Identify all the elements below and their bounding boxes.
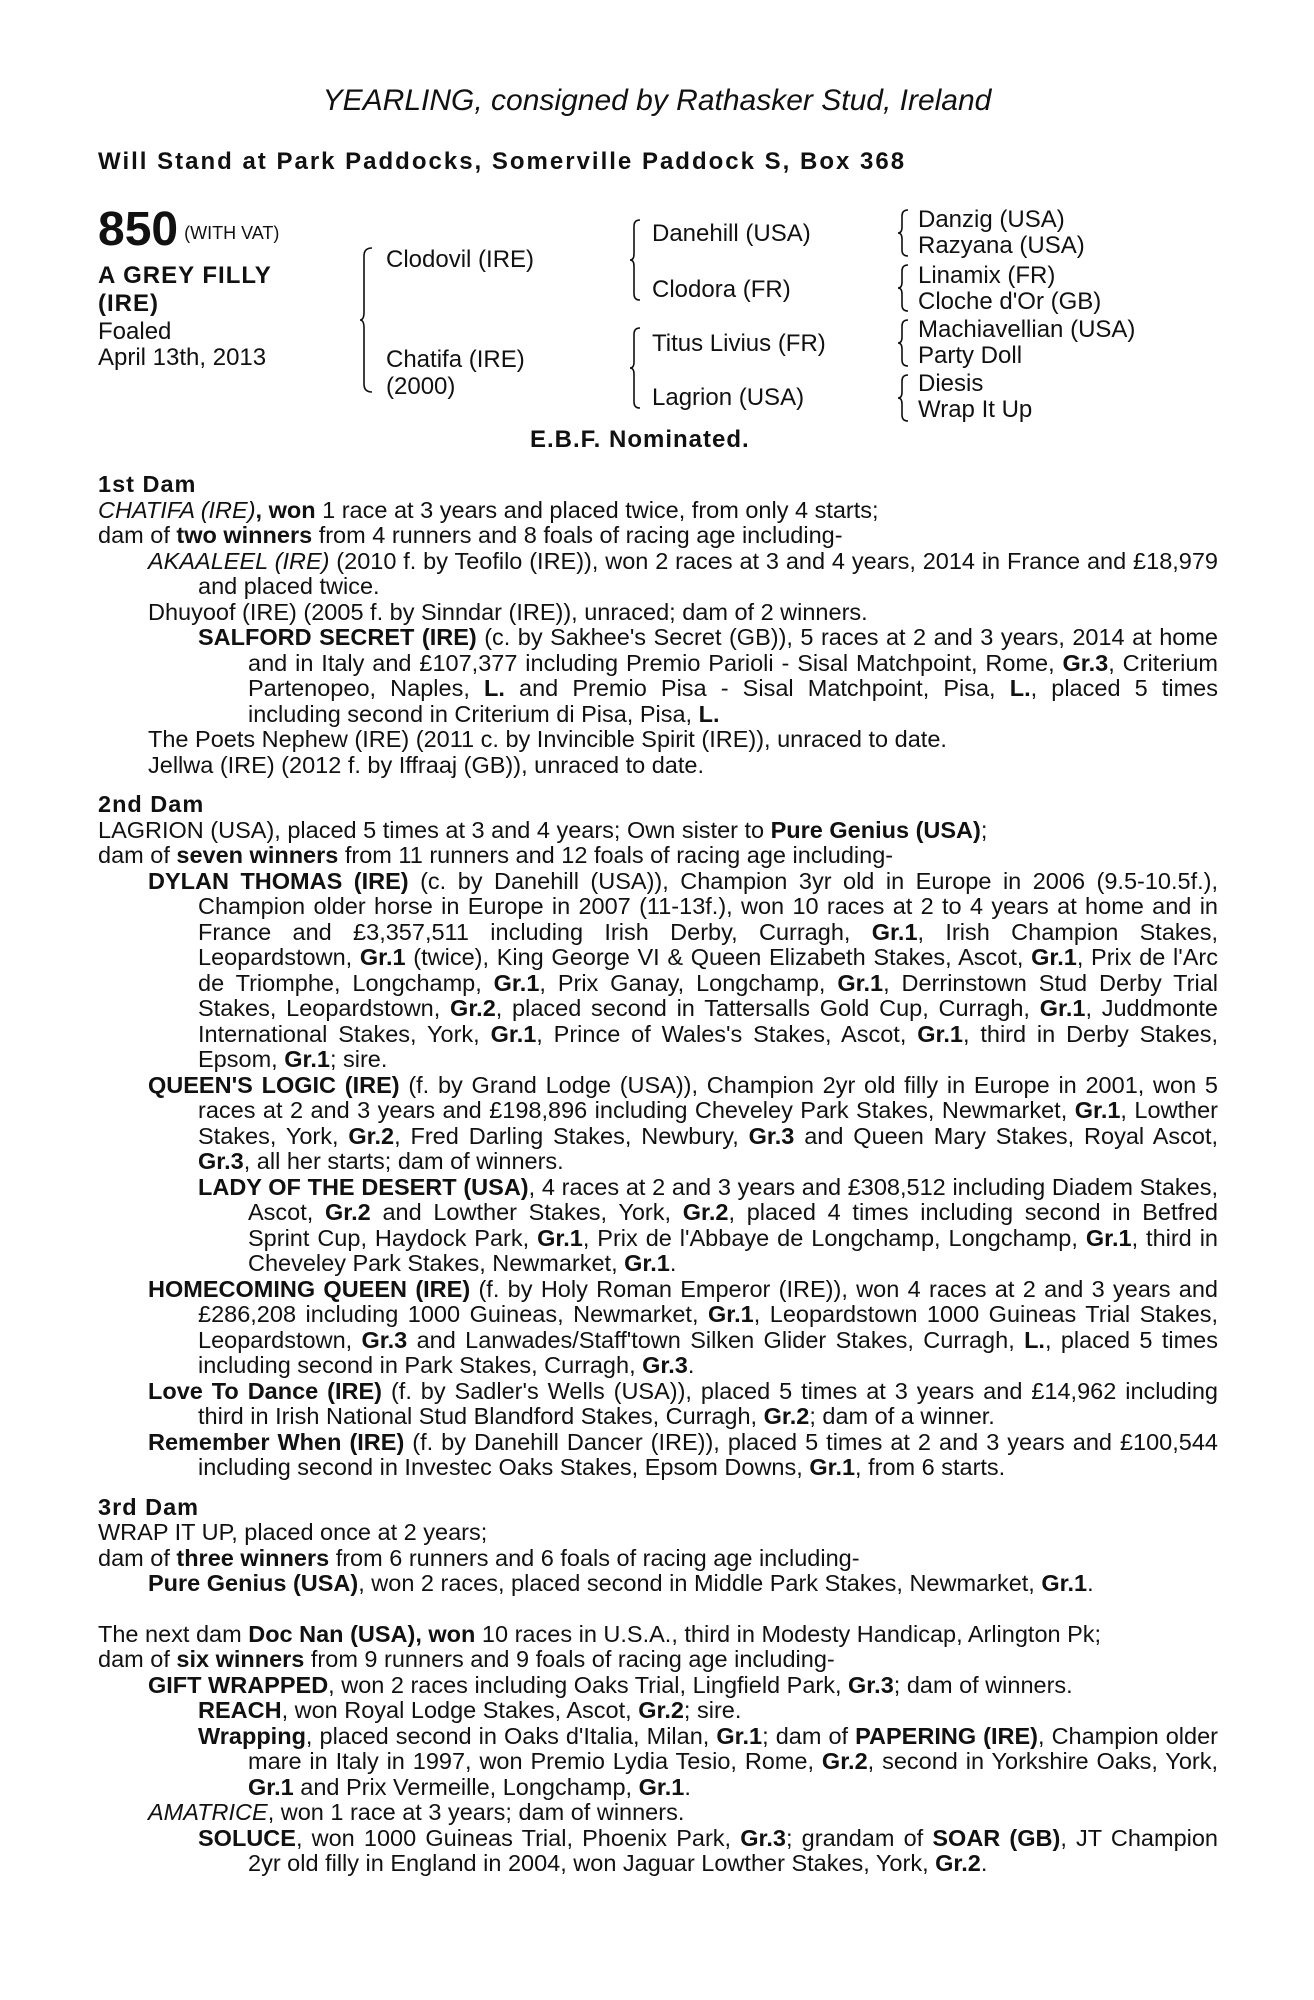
- dam-dam-name: Lagrion (USA): [652, 384, 805, 411]
- produce-queens-logic: QUEEN'S LOGIC (IRE) (f. by Grand Lodge (USA)), Champion 2yr old filly in Europe in 2001, won 5 races at 2 and 3 years and £198,896 including Cheveley Park Stakes, Newmarket, Gr.1, Lowther Stakes, York, Gr.2, Fred Darling Stakes, Newbury, Gr.3 and Queen Mary Stakes, Royal Ascot, Gr.3, all her starts; dam of winners.: [148, 1071, 1219, 1174]
- granddam-1: Razyana (USA): [918, 232, 1085, 259]
- produce-lady-of-the-desert: LADY OF THE DESERT (USA), 4 races at 2 and 3 years and £308,512 including Diadem Stakes, Ascot, Gr.2 and Lowther Stakes, York, Gr.2, placed 4 times including second in Betfred Sprint Cup, Haydock Park, Gr.1, Prix de l'Abbaye de Longchamp, Longchamp, Gr.1, third in Cheveley Park Stakes, Newmarket, Gr.1.: [198, 1173, 1218, 1276]
- foaled-label: Foaled: [98, 318, 172, 345]
- produce-pure-genius: Pure Genius (USA), won 2 races, placed second in Middle Park Stakes, Newmarket, Gr.1.: [148, 1570, 1094, 1596]
- grandsire-4: Diesis: [918, 370, 984, 397]
- lot-description: A GREY FILLY: [98, 262, 272, 289]
- pedigree-brace-g1: [898, 208, 912, 258]
- lot-description-country: (IRE): [98, 290, 159, 317]
- second-dam-heading: 2nd Dam: [98, 791, 205, 817]
- lot-number: 850: [98, 203, 179, 256]
- produce-wrapping: Wrapping, placed second in Oaks d'Italia, Milan, Gr.1; dam of PAPERING (IRE), Champion older mare in Italy in 1997, won Premio Lydia Tesio, Rome, Gr.2, second in Yorkshire Oaks, York, Gr.1 and Prix Vermeille, Longchamp, Gr.1.: [198, 1722, 1218, 1800]
- first-dam-produce-summary: dam of two winners from 4 runners and 8 foals of racing age including-: [98, 522, 843, 548]
- grandsire-3: Machiavellian (USA): [918, 316, 1136, 343]
- first-dam-record: CHATIFA (IRE), won 1 race at 3 years and placed twice, from only 4 starts;: [98, 496, 879, 523]
- produce-dylan-thomas: DYLAN THOMAS (IRE) (c. by Danehill (USA)), Champion 3yr old in Europe in 2006 (9.5-10.5f.), Champion older horse in Europe in 2007 (11-13f.), won 10 races at 2 to 4 years at home and in France and £3,357,511 including Irish Derby, Curragh, Gr.1, Irish Champion Stakes, Leopardstown, Gr.1 (twice), King George VI & Queen Elizabeth Stakes, Ascot, Gr.1, Prix de l'Arc de Triomphe, Longchamp, Gr.1, Prix Ganay, Longchamp, Gr.1, Derrinstown Stud Derby Trial Stakes, Leopardstown, Gr.2, placed second in Tattersalls Gold Cup, Curragh, Gr.1, Juddmonte International Stakes, York, Gr.1, Prince of Wales's Stakes, Ascot, Gr.1, third in Derby Stakes, Epsom, Gr.1; sire.: [148, 867, 1218, 1072]
- next-dam-record: The next dam Doc Nan (USA), won 10 races in U.S.A., third in Modesty Handicap, Arlington Pk;: [98, 1620, 1102, 1647]
- produce-gift-wrapped: GIFT WRAPPED, won 2 races including Oaks Trial, Lingfield Park, Gr.3; dam of winners.: [148, 1671, 1073, 1698]
- produce-homecoming-queen: HOMECOMING QUEEN (IRE) (f. by Holy Roman Emperor (IRE)), won 4 races at 2 and 3 years and £286,208 including 1000 Guineas, Newmarket, Gr.1, Leopardstown 1000 Guineas Trial Stakes, Leopardstown, Gr.3 and Lanwades/Staff'town Silken Glider Stakes, Curragh, L., placed 5 times including second in Park Stakes, Curragh, Gr.3.: [148, 1275, 1219, 1378]
- produce-poets-nephew: The Poets Nephew (IRE) (2011 c. by Invincible Spirit (IRE)), unraced to date.: [148, 726, 947, 752]
- grandsire-1: Danzig (USA): [918, 206, 1065, 233]
- produce-soluce: SOLUCE, won 1000 Guineas Trial, Phoenix Park, Gr.3; grandam of SOAR (GB), JT Champion 2yr old filly in England in 2004, won Jaguar Lowther Stakes, York, Gr.2.: [198, 1824, 1219, 1876]
- sire-name: Clodovil (IRE): [386, 246, 535, 273]
- produce-jellwa: Jellwa (IRE) (2012 f. by Iffraaj (GB)), unraced to date.: [148, 751, 704, 778]
- first-dam-heading: 1st Dam: [98, 471, 197, 497]
- second-dam-record: LAGRION (USA), placed 5 times at 3 and 4 years; Own sister to Pure Genius (USA);: [98, 816, 988, 843]
- dam-sire-name: Titus Livius (FR): [652, 330, 826, 357]
- third-dam-heading: 3rd Dam: [98, 1493, 200, 1520]
- granddam-2: Cloche d'Or (GB): [918, 288, 1102, 315]
- second-dam-produce-summary: dam of seven winners from 11 runners and 12 foals of racing age including-: [98, 842, 894, 868]
- produce-salford-secret: SALFORD SECRET (IRE) (c. by Sakhee's Secret (GB)), 5 races at 2 and 3 years, 2014 at home and in Italy and £107,377 including Premio Parioli - Sisal Matchpoint, Rome, Gr.3, Criterium Partenopeo, Naples, L. and Premio Pisa - Sisal Matchpoint, Pisa, L., placed 5 times including second in Criterium di Pisa, Pisa, L.: [198, 624, 1218, 727]
- produce-akaaleel: AKAALEEL (IRE) (2010 f. by Teofilo (IRE)), won 2 races at 3 and 4 years, 2014 in France and £18,979 and placed twice.: [148, 547, 1218, 599]
- produce-amatrice: AMATRICE, won 1 race at 3 years; dam of winners.: [148, 1799, 685, 1825]
- stand-location: Will Stand at Park Paddocks, Somerville Paddock S, Box 368: [98, 148, 907, 175]
- catalogue-header: YEARLING, consigned by Rathasker Stud, Ireland: [322, 84, 992, 117]
- granddam-4: Wrap It Up: [918, 396, 1033, 423]
- produce-remember-when: Remember When (IRE) (f. by Danehill Dancer (IRE)), placed 5 times at 2 and 3 years and £100,544 including second in Investec Oaks Stakes, Epsom Downs, Gr.1, from 6 starts.: [148, 1428, 1218, 1480]
- produce-record: [98, 472, 1218, 1877]
- third-dam-produce-summary: dam of three winners from 6 runners and 6 foals of racing age including-: [98, 1544, 860, 1571]
- dam-name: Chatifa (IRE): [386, 346, 525, 373]
- next-dam-produce-summary: dam of six winners from 9 runners and 9 foals of racing age including-: [98, 1646, 835, 1672]
- pedigree-brace-g4: [898, 373, 912, 423]
- pedigree-brace-g3: [898, 318, 912, 368]
- vat-label: (WITH VAT): [184, 223, 280, 243]
- pedigree-brace-g2: [898, 263, 912, 313]
- foaled-date: April 13th, 2013: [98, 344, 267, 371]
- grandsire-2: Linamix (FR): [918, 262, 1056, 289]
- ebf-nominated: E.B.F. Nominated.: [530, 426, 750, 453]
- granddam-3: Party Doll: [918, 342, 1023, 369]
- pedigree-brace-main: [360, 246, 376, 394]
- third-dam-record: WRAP IT UP, placed once at 2 years;: [98, 1519, 488, 1545]
- produce-reach: REACH, won Royal Lodge Stakes, Ascot, Gr.2; sire.: [198, 1697, 742, 1723]
- pedigree-brace-sire: [630, 218, 644, 302]
- sire-sire-name: Danehill (USA): [652, 220, 811, 247]
- dam-year: (2000): [386, 373, 456, 400]
- lot-number-block: [98, 203, 280, 256]
- sire-dam-name: Clodora (FR): [652, 276, 791, 303]
- pedigree-brace-dam: [630, 326, 644, 410]
- produce-love-to-dance: Love To Dance (IRE) (f. by Sadler's Wells (USA)), placed 5 times at 3 years and £14,962 including third in Irish National Stud Blandford Stakes, Curragh, Gr.2; dam of a winner.: [148, 1377, 1218, 1429]
- produce-dhuyoof: Dhuyoof (IRE) (2005 f. by Sinndar (IRE)), unraced; dam of 2 winners.: [148, 598, 868, 625]
